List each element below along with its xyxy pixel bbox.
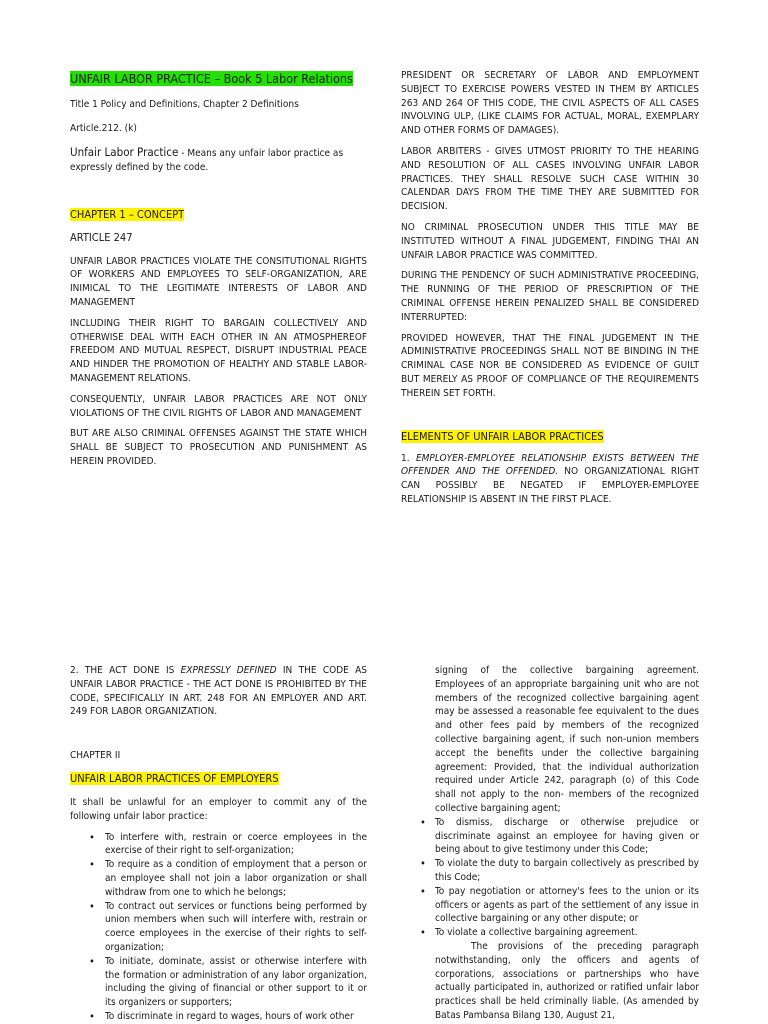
- chapter-heading: [70, 207, 367, 222]
- list-item: • To contract out services or functions being performed by union members when such will interfere with, restrain or coerce employees in the exercise of their rights to self-organization;: [70, 900, 367, 955]
- list-item: • To initiate, dominate, assist or otherwise interfere with the formation or administration of any labor organization, including the giving of financial or other support to it or its organizers or supporters;: [70, 955, 367, 1010]
- definition-text: - Means any unfair labor practice as expressly defined by the code.: [70, 148, 344, 173]
- list-item: • To violate the duty to bargain collectively as prescribed by this Code;: [417, 857, 699, 885]
- element-2-emphasis: EXPRESSLY DEFINED: [180, 665, 277, 676]
- article-ref: Article.212. (k): [70, 123, 137, 135]
- practices-list: [70, 831, 367, 1024]
- employers-heading: [70, 771, 367, 786]
- element-2-pre: 2. THE ACT DONE IS: [70, 665, 181, 676]
- left-column-bottom: [70, 664, 367, 1024]
- paragraph: LABOR ARBITERS - GIVES UTMOST PRIORITY TO THE HEARING AND RESOLUTION OF ALL CASES INVOLVING UNFAIR LABOR PRACTICES. THEY SHALL RESOLVE SUCH CASE WITHIN 30 CALENDAR DAYS FROM THE TIME THEY ARE SUBMITTED FOR DECISION.: [401, 145, 699, 213]
- continued-paragraph: signing of the collective bargaining agreement. Employees of an appropriate bargaining unit who are not members of the recognized collective bargaining agent may be assessed a reasonable fee equivalent to the dues and other fees paid by members of the recognized collective bargaining agent, if such non-union members accept the benefits under the collective bargaining agreement: Provided, that the individual authorization required under Article 242, paragraph (o) of this Code shall not apply to the non- members of the recognized collective bargaining agent;: [435, 665, 699, 814]
- intro-paragraph: It shall be unlawful for an employer to commit any of the following unfair labor practice:: [70, 796, 367, 822]
- title-highlight: UNFAIR LABOR PRACTICE – Book 5 Labor Relations: [70, 71, 353, 86]
- employers-highlight: UNFAIR LABOR PRACTICES OF EMPLOYERS: [70, 771, 279, 785]
- paragraph: DURING THE PENDENCY OF SUCH ADMINISTRATIVE PROCEEDING, THE RUNNING OF THE PERIOD OF PRESCRIPTION OF THE CRIMINAL OFFENSE HEREIN PENALIZED SHALL BE CONSIDERED INTERRUPTED:: [401, 270, 699, 323]
- chapter-2-label: CHAPTER II: [70, 750, 121, 762]
- paragraph: BUT ARE ALSO CRIMINAL OFFENSES AGAINST THE STATE WHICH SHALL BE SUBJECT TO PROSECUTION AND PUNISHMENT AS HEREIN PROVIDED.: [70, 428, 367, 468]
- list-item: • To interfere with, restrain or coerce employees in the exercise of their right to self-organization;: [70, 831, 367, 859]
- right-column-top: [401, 69, 699, 507]
- closing-paragraph: The provisions of the preceding paragraph notwithstanding, only the officers and agents of corporations, associations or partnerships who have actually participated in, authorized or ratified unfair labor practices shall be held criminally liable. (As amended by Batas Pambansa Bilang 130, August 21,: [435, 940, 699, 1021]
- element-2: [70, 664, 367, 719]
- paragraph: UNFAIR LABOR PRACTICES VIOLATE THE CONSITUTIONAL RIGHTS OF WORKERS AND EMPLOYEES TO SELF-ORGANIZATION, ARE INIMICAL TO THE LEGITIMATE INTERESTS OF LABOR AND MANAGEMENT: [70, 255, 367, 309]
- paragraph: PROVIDED HOWEVER, THAT THE FINAL JUDGEMENT IN THE ADMINISTRATIVE PROCEEDINGS SHALL NOT BE BINDING IN THE CRIMINAL CASE NOR BE CONSIDERED AS EVIDENCE OF GUILT BUT MERELY AS PROOF OF COMPLIANCE OF THE REQUIREMENTS THEREIN SET FORTH.: [401, 332, 699, 399]
- list-item: • To require as a condition of employment that a person or an employee shall not join a labor organization or shall withdraw from one to which he belongs;: [70, 858, 367, 899]
- paragraph: INCLUDING THEIR RIGHT TO BARGAIN COLLECTIVELY AND OTHERWISE DEAL WITH EACH OTHER IN AN ATMOSPHEREOF FREEDOM AND MUTUAL RESPECT, DISRUPT INDUSTRIAL PEACE AND HINDER THE PROMOTION OF HEALTHY AND STABLE LABOR-MANAGEMENT RELATIONS.: [70, 317, 367, 385]
- practices-list-continued: [417, 816, 699, 940]
- element-1: [401, 452, 699, 507]
- right-column-bottom: [417, 664, 699, 1023]
- element-1-number: 1.: [401, 452, 416, 464]
- list-item: • To dismiss, discharge or otherwise prejudice or discriminate against an employee for having given or being about to give testimony under this Code;: [417, 816, 699, 857]
- definition: [70, 146, 367, 175]
- paragraph: PRESIDENT OR SECRETARY OF LABOR AND EMPLOYMENT SUBJECT TO EXERCISE POWERS VESTED IN THEM BY ARTICLES 263 AND 264 OF THIS CODE, THE CIVIL ASPECTS OF ALL CASES INVOLVING ULP, (LIKE CLAIMS FOR ACTUAL, MORAL, EXEMPLARY AND OTHER FORMS OF DAMAGES).: [401, 70, 699, 137]
- paragraph: NO CRIMINAL PROSECUTION UNDER THIS TITLE MAY BE INSTITUTED WITHOUT A FINAL JUDGEMENT, FINDING THAI AN UNFAIR LABOR PRACTICE WAS COMMITTED.: [401, 221, 699, 261]
- paragraph: CONSEQUENTLY, UNFAIR LABOR PRACTICES ARE NOT ONLY VIOLATIONS OF THE CIVIL RIGHTS OF LABOR AND MANAGEMENT: [70, 393, 367, 419]
- document-title: [70, 70, 367, 88]
- list-item: • To pay negotiation or attorney's fees to the union or its officers or agents as part of the settlement of any issue in collective bargaining or any other dispute; or: [417, 885, 699, 926]
- article-247-label: ARTICLE 247: [70, 230, 133, 244]
- list-item: • To discriminate in regard to wages, hours of work other: [70, 1010, 367, 1024]
- left-column-top: [70, 70, 367, 469]
- elements-highlight: ELEMENTS OF UNFAIR LABOR PRACTICES: [401, 429, 604, 443]
- element-2-post: IN THE CODE AS UNFAIR LABOR PRACTICE - THE ACT DONE IS PROHIBITED BY THE CODE, SPECIFICALLY IN ART. 248 FOR AN EMPLOYER AND ART. 249 FOR LABOR ORGANIZATION.: [70, 665, 367, 718]
- chapter-highlight: CHAPTER 1 – CONCEPT: [70, 207, 185, 221]
- subtitle: Title 1 Policy and Definitions, Chapter 2 Definitions: [70, 98, 299, 110]
- definition-term: Unfair Labor Practice: [70, 145, 179, 160]
- element-1-rest: NO ORGANIZATIONAL RIGHT CAN POSSIBLY BE NEGATED IF EMPLOYER-EMPLOYEE RELATIONSHIP IS ABSENT IN THE FIRST PLACE.: [401, 466, 699, 505]
- elements-heading: [401, 429, 699, 444]
- element-1-emphasis: EMPLOYER-EMPLOYEE RELATIONSHIP EXISTS BETWEEN THE OFFENDER AND THE OFFENDED.: [401, 452, 699, 478]
- list-item: • To violate a collective bargaining agreement.: [417, 926, 699, 940]
